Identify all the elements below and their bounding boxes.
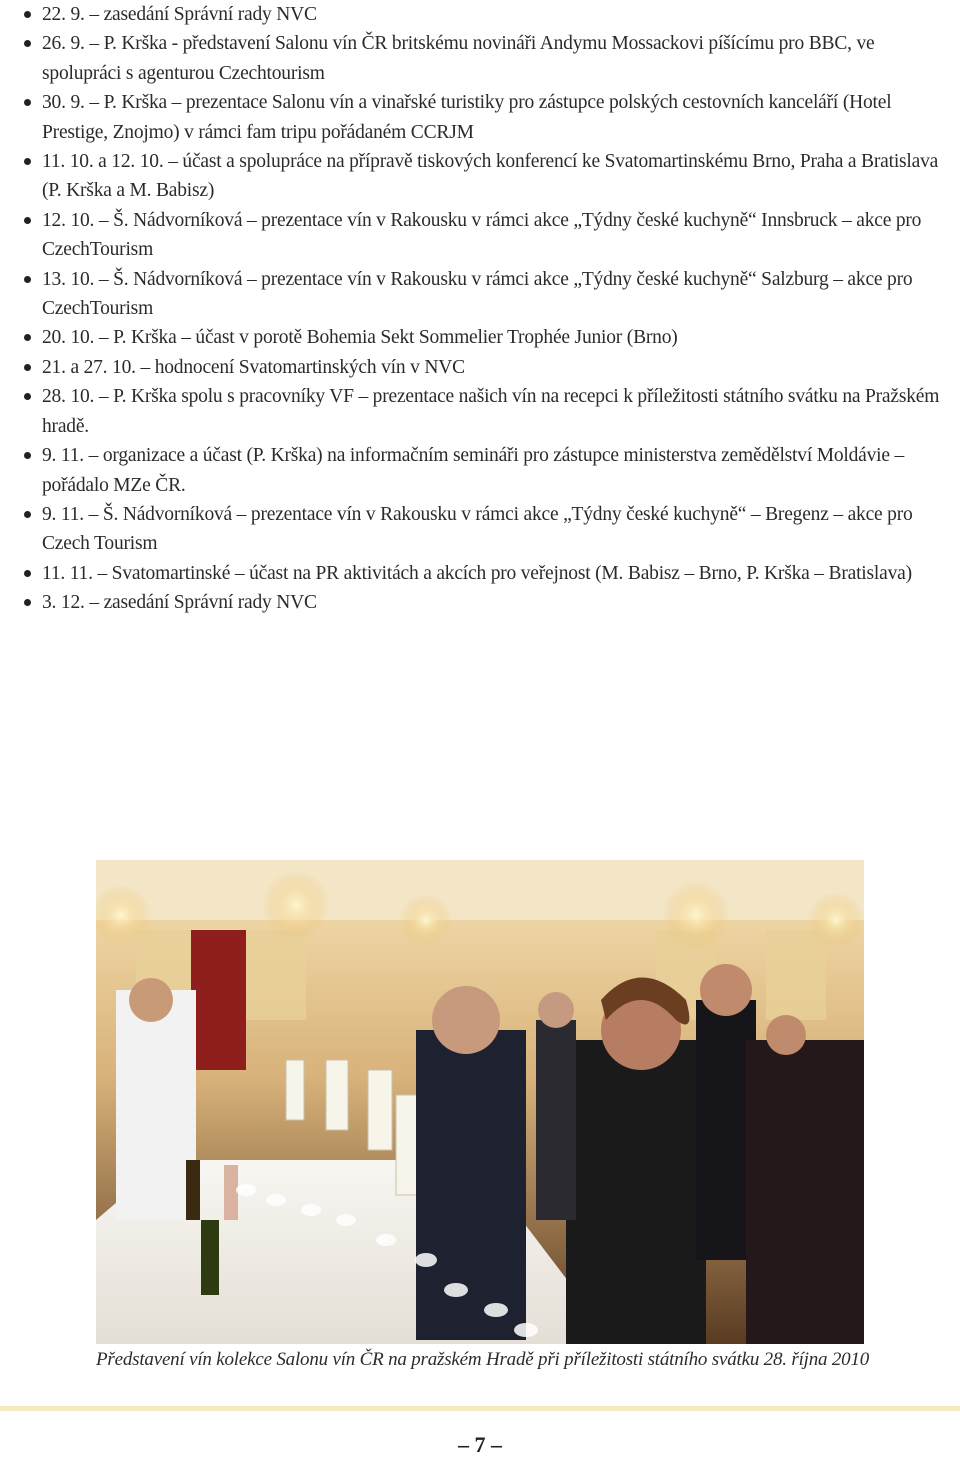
event-item [0, 88, 960, 147]
event-text: 13. 10. – Š. Nádvorníková – prezentace vín v Rakousku v rámci akce „Týdny české kuchyně“ Salzburg – akce pro CzechTourism [42, 268, 913, 320]
bullet-icon [24, 393, 31, 400]
event-text: 12. 10. – Š. Nádvorníková – prezentace vín v Rakousku v rámci akce „Týdny české kuchyně“ Innsbruck – akce pro CzechTourism [42, 209, 922, 261]
event-text: 30. 9. – P. Krška – prezentace Salonu vín a vinařské turistiky pro zástupce polských cestovních kanceláří (Hotel Prestige, Znojmo) v rámci fam tripu pořádaném CCRJM [42, 92, 892, 143]
bullet-icon [24, 570, 31, 577]
event-text: 28. 10. – P. Krška spolu s pracovníky VF – prezentace našich vín na recepci k příležitosti státního svátku na Pražském hradě. [42, 386, 940, 437]
event-text: 21. a 27. 10. – hodnocení Svatomartinských vín v NVC [42, 356, 465, 378]
bullet-icon [24, 11, 31, 18]
event-text: 26. 9. – P. Krška - představení Salonu vín ČR britskému novináři Andymu Mossackovi píšícímu pro BBC, ve spolupráci s agenturou Czechtourism [42, 33, 875, 84]
bullet-icon [24, 40, 31, 47]
event-text: 9. 11. – Š. Nádvorníková – prezentace vín v Rakousku v rámci akce „Týdny české kuchyně“ – Bregenz – akce pro Czech Tourism [42, 503, 913, 555]
footer-rule [0, 1406, 960, 1411]
event-text: 3. 12. – zasedání Správní rady NVC [42, 592, 317, 614]
event-item [0, 29, 960, 88]
reception-photo [96, 860, 864, 1344]
event-text: 22. 9. – zasedání Správní rady NVC [42, 4, 317, 25]
event-item [0, 500, 960, 559]
bullet-icon [24, 334, 31, 341]
event-text: 9. 11. – organizace a účast (P. Krška) na informačním semináři pro zástupce ministerstva zemědělství Moldávie – pořádalo MZe ČR. [42, 445, 905, 496]
event-item [0, 265, 960, 324]
bullet-icon [24, 276, 31, 283]
event-item [0, 588, 960, 617]
bullet-icon [24, 364, 31, 371]
event-item [0, 206, 960, 265]
bullet-icon [24, 599, 31, 606]
event-item [0, 382, 960, 441]
event-item [0, 0, 960, 29]
event-item [0, 147, 960, 206]
event-text: 20. 10. – P. Krška – účast v porotě Bohemia Sekt Sommelier Trophée Junior (Brno) [42, 327, 678, 349]
event-item [0, 559, 960, 588]
wine-tasting-photo-illustration [96, 860, 864, 1344]
event-item [0, 353, 960, 382]
event-text: 11. 10. a 12. 10. – účast a spolupráce na přípravě tiskových konferencí ke Svatomartinskému Brno, Praha a Bratislava (P. Krška a M. Babisz) [42, 151, 939, 202]
event-item [0, 323, 960, 352]
bullet-icon [24, 452, 31, 459]
page-number: – 7 – [458, 1432, 502, 1457]
event-item [0, 441, 960, 500]
bullet-icon [24, 158, 31, 165]
photo-caption: Představení vín kolekce Salonu vín ČR na pražském Hradě při příležitosti státního svátku 28. října 2010 [96, 1349, 870, 1370]
bullet-icon [24, 99, 31, 106]
event-list [0, 0, 960, 618]
event-text: 11. 11. – Svatomartinské – účast na PR aktivitách a akcích pro veřejnost (M. Babisz – Brno, P. Krška – Bratislava) [42, 562, 912, 584]
bullet-icon [24, 511, 31, 518]
bullet-icon [24, 217, 31, 224]
